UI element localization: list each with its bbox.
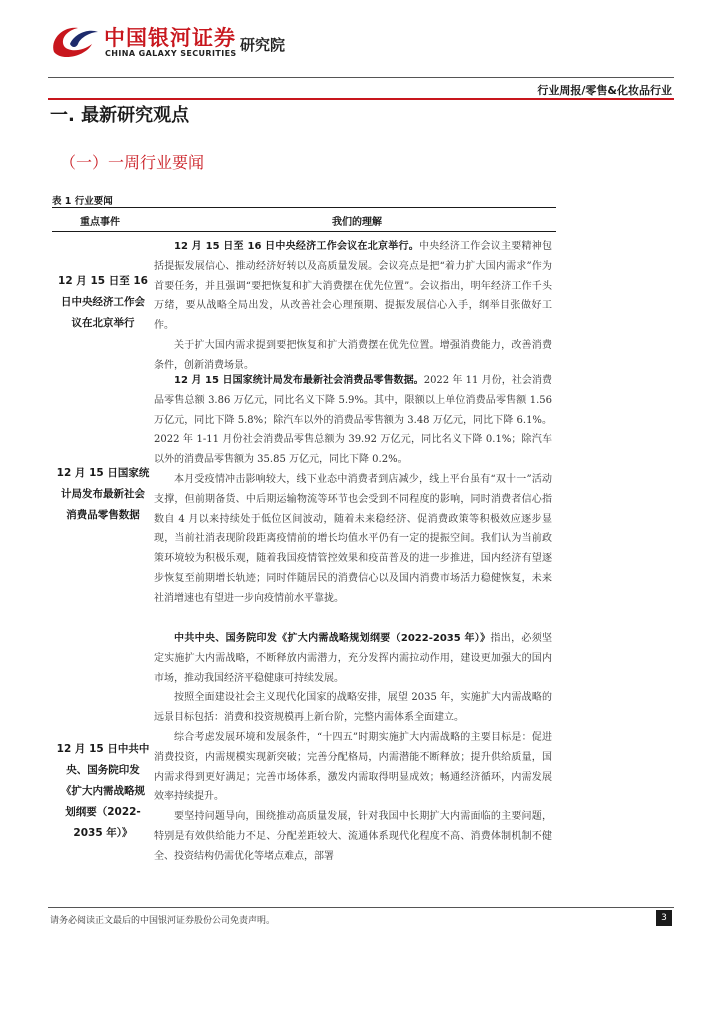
event-title: 12 月 15 日至 16 日中央经济工作会议在北京举行 [58, 275, 148, 329]
analysis-lead: 中共中央、国务院印发《扩大内需战略规划纲要（2022-2035 年）》 [174, 633, 491, 644]
table-row [52, 629, 556, 899]
brand-name-en: CHINA GALAXY SECURITIES [105, 49, 237, 58]
table-header [52, 210, 556, 230]
table-header-rule [52, 231, 556, 232]
event-analysis [154, 629, 552, 867]
table-top-rule [52, 207, 556, 208]
page-number: 3 [656, 910, 672, 926]
col-header-view: 我们的理解 [332, 217, 382, 228]
section-heading: 一. 最新研究观点 [50, 105, 190, 126]
analysis-paragraph [154, 807, 552, 866]
footer-divider [48, 907, 674, 908]
event-analysis [154, 371, 552, 609]
analysis-text: 指出，必须坚定实施扩大内需战略，不断释放内需潜力，充分发挥内需拉动作用，建设更加强大的国内市场，推动我国经济平稳健康可持续发展。 [154, 633, 553, 684]
analysis-text: 按照全面建设社会主义现代化国家的战略安排，展望 2035 年，实施扩大内需战略的远景目标包括：消费和投资规模再上新台阶，完整内需体系全面建立。 [154, 692, 552, 724]
analysis-text: 要坚持问题导向，围绕推动高质量发展，针对我国中长期扩大内需面临的主要问题，特别是有效供给能力不足、分配差距较大、流通体系现代化程度不高、消费体制机制不健全、投资结构仍需优化等堵点难点，部署 [154, 811, 552, 862]
header-divider [48, 77, 674, 78]
institute-label: 研究院 [240, 36, 286, 54]
analysis-text: 本月受疫情冲击影响较大，线下业态中消费者到店减少，线上平台虽有“双十一”活动支撑，但前期备货、中后期运输物流等环节也会受到不同程度的影响，同时消费者信心指数自 4 月以来持续处于低位区间波动，随着未来稳经济、促消费政策等积极效应逐步显现，当前社消表现阶段距离疫情前的增长均值水平仍有一定的提振空间。我们认为当前政策环境较为积极乐观，随着我国疫情管控效果和疫苗普及的进一步推进，国内经济有望逐步恢复至前期增长轨迹；同时伴随居民的消费信心以及国内消费市场活力稳健恢复，未来社消增速也有望进一步向疫情前水平靠拢。 [154, 473, 552, 604]
event-analysis [154, 237, 552, 376]
analysis-paragraph [154, 688, 552, 728]
analysis-paragraph [154, 470, 552, 609]
subsection-heading: （一）一周行业要闻 [60, 153, 205, 172]
analysis-text: 综合考虑发展环境和发展条件，“十四五”时期实施扩大内需战略的主要目标是：促进消费投资，内需规模实现新突破；完善分配格局，内需潜能不断释放；提升供给质量，国内需求得到更好满足；完善市场体系，激发内需取得明显成效；畅通经济循环，内需发展效率持续提升。 [154, 731, 552, 803]
table-row [52, 371, 556, 637]
col-header-event: 重点事件 [80, 217, 120, 228]
analysis-paragraph [154, 336, 552, 376]
table-caption: 表 1 行业要闻 [52, 196, 113, 207]
footer-disclaimer: 请务必阅读正文最后的中国银河证券股份公司免责声明。 [50, 916, 276, 926]
galaxy-logo [48, 18, 237, 64]
event-title: 12 月 15 日中共中央、国务院印发《扩大内需战略规划纲要（2022-2035 年）》 [56, 743, 150, 839]
brand-name-cn: 中国银河证券 [104, 26, 236, 50]
analysis-text: 中央经济工作会议主要精神包括提振发展信心、推动经济好转以及高质量发展。会议亮点是把“着力扩大国内需求”作为首要任务，并且强调“要把恢复和扩大消费摆在优先位置”。会议指出，明年经济工作千头万绪，要从战略全局出发，从改善社会心理预期、提振发展信心入手，纲举目张做好工作。 [154, 241, 553, 332]
report-type: 行业周报/零售&化妆品行业 [537, 84, 672, 97]
analysis-paragraph [154, 629, 552, 688]
header-red-rule [48, 98, 674, 100]
analysis-lead: 12 月 15 日至 16 日中央经济工作会议在北京举行。 [174, 241, 419, 252]
analysis-paragraph [154, 237, 552, 336]
galaxy-swoosh-icon [48, 22, 100, 62]
event-title: 12 月 15 日国家统计局发布最新社会消费品零售数据 [56, 467, 150, 521]
analysis-paragraph [154, 371, 552, 470]
analysis-lead: 12 月 15 日国家统计局发布最新社会消费品零售数据。 [174, 375, 424, 386]
analysis-text: 关于扩大国内需求提到要把恢复和扩大消费摆在优先位置。增强消费能力，改善消费条件，创新消费场景。 [154, 339, 552, 371]
analysis-text: 2022 年 11 月份，社会消费品零售总额 3.86 万亿元，同比名义下降 5.9%。其中，限额以上单位消费品零售额 1.56 万亿元，同比下降 5.8%；除汽车以外的消费品零售额为 3.48 万亿元，同比下降 6.1%。2022 年 1-11 月份社会消费品零售总额为 39.92 万亿元，同比名义下降 0.1%；除汽车以外的消费品零售额为 35.85 万亿元，同比下降 0.2%。 [154, 375, 553, 466]
analysis-paragraph [154, 728, 552, 807]
table-row [52, 237, 556, 371]
